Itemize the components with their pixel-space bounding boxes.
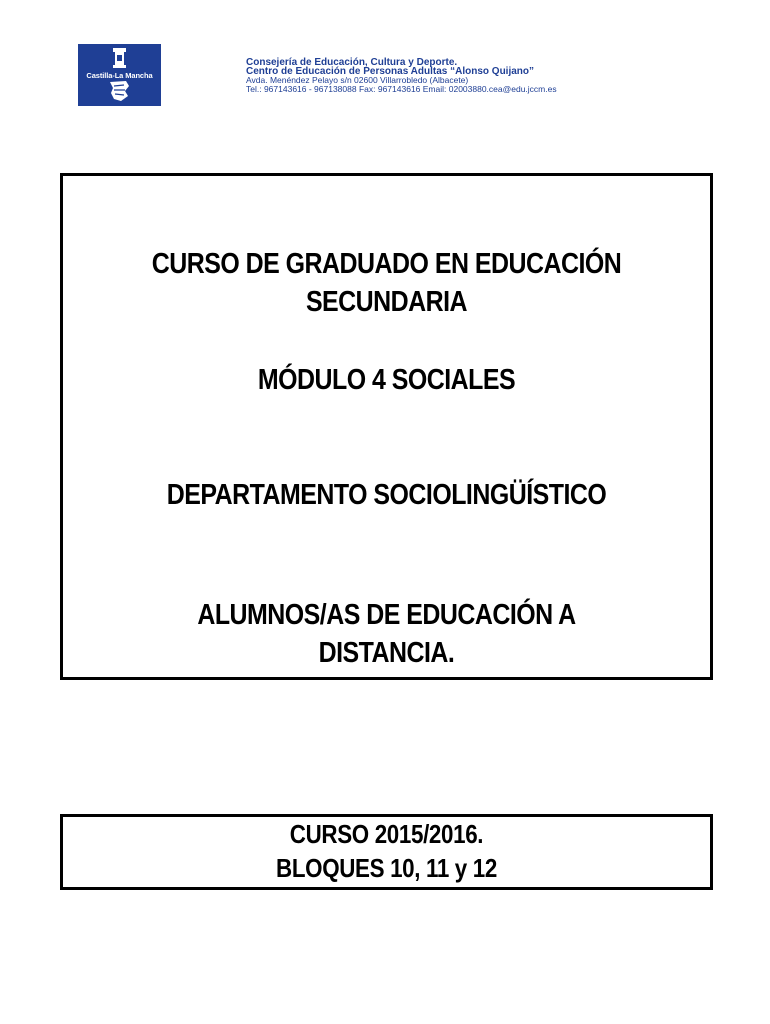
castilla-la-mancha-logo: [78, 44, 161, 106]
institution-header: [246, 58, 557, 94]
header-contact: Tel.: 967143616 - 967138088 Fax: 967143616 Email: 02003880.cea@edu.jccm.es: [246, 84, 557, 94]
course-blocks: BLOQUES 10, 11 y 12: [276, 853, 497, 883]
header-ministry: Consejería de Educación, Cultura y Deporte.: [246, 57, 458, 68]
logo-text: Castilla-La Mancha: [86, 71, 153, 80]
students-line2: DISTANCIA.: [318, 637, 455, 669]
course-year-box: [60, 814, 713, 890]
department-title: DEPARTAMENTO SOCIOLINGÜÍSTICO: [166, 479, 607, 511]
course-info-box: [60, 173, 713, 680]
header-center-name: Centro de Educación de Personas Adultas “Alonso Quijano”: [246, 66, 535, 77]
course-title-line2: SECUNDARIA: [305, 286, 468, 318]
students-line1: ALUMNOS/AS DE EDUCACIÓN A: [197, 599, 576, 631]
course-title-line1: CURSO DE GRADUADO EN EDUCACIÓN: [151, 248, 622, 280]
header-address: Avda. Menéndez Pelayo s/n 02600 Villarrobledo (Albacete): [246, 75, 469, 85]
module-title: MÓDULO 4 SOCIALES: [257, 364, 516, 396]
region-map-icon: [110, 81, 129, 101]
course-year: CURSO 2015/2016.: [289, 819, 484, 849]
crest-icon: [113, 48, 126, 68]
